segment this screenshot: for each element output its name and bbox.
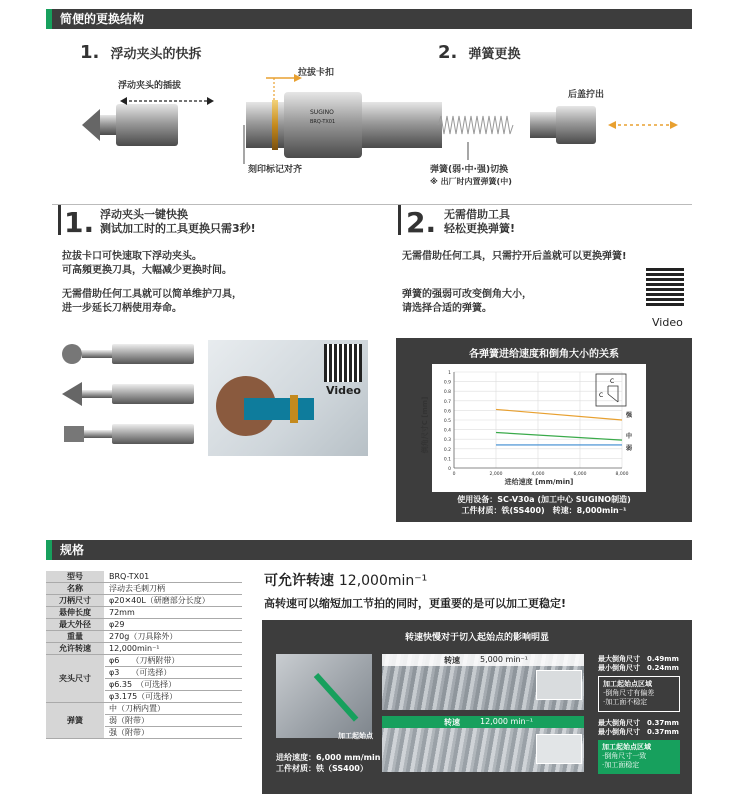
feature1-p1-l2: 可高頻更换刀具，大幅减少更换时间。 [62, 265, 232, 276]
holder-front [246, 102, 284, 148]
y-tick-label: 0.2 [443, 447, 451, 453]
row1-max: 最大倒角尺寸 0.49mm [598, 655, 679, 663]
spec-key: 型号 [46, 571, 105, 583]
row2-max: 最大倒角尺寸 0.37mm [598, 719, 679, 727]
spec-key: 允许转速 [46, 643, 105, 655]
spec-key: 刀柄尺寸 [46, 595, 105, 607]
feature2-p1: 无需借助任何工具，只需拧开后盖就可以更换弹簧! [402, 251, 627, 262]
feature2-marker [398, 205, 401, 235]
row1-box [598, 676, 680, 712]
row2-label: 转速 [444, 718, 460, 727]
cond-l1: 进给速度：6,000 mm/min [276, 753, 381, 762]
spec-row [46, 619, 242, 631]
holder-shank [362, 102, 442, 148]
spec-row [46, 703, 242, 715]
holder-shape [244, 398, 314, 420]
step1-title: 1. 浮动夹头的快拆 [80, 42, 202, 63]
spec-value: φ3 （可选择） [105, 667, 243, 679]
cond-l2: 工件材质：铁（SS400） [276, 764, 368, 773]
spec-value: φ20✕40L（研磨部分长度） [105, 595, 243, 607]
spec-table [46, 571, 242, 739]
label-pull-clip: 拉拔卡扣 [298, 68, 335, 78]
spec-key: 弹簧 [46, 703, 105, 739]
chart-y-ticks [444, 370, 451, 472]
feature1-p1-l1: 拉拔卡口可快速取下浮动夹头。 [62, 251, 202, 262]
row2-box [598, 740, 680, 774]
feature1-p2-l2: 进一步延长刀柄使用寿命。 [62, 303, 182, 314]
label-spring-change: 弹簧(弱·中·强)切换 [430, 165, 509, 175]
video-label-2: Video [652, 316, 683, 329]
chart-ylabel-wrap [418, 364, 432, 492]
cutter-cone [82, 109, 100, 141]
row1-box-b1: ·倒角尺寸有偏差 [603, 689, 655, 697]
y-tick-label: 0.4 [443, 428, 451, 434]
gold-ring [272, 100, 278, 150]
section-accent [46, 9, 52, 29]
inset-label-c1: C [610, 378, 615, 385]
video-qr-code[interactable] [324, 344, 362, 382]
chart-title: 各弹簧进给速度和倒角大小的关系 [469, 349, 619, 360]
spec-value: 中（刀柄内置） [105, 703, 243, 715]
chart-footer-l1: 使用设备：SC-V30a (加工中心 SUGINO制造) [457, 495, 631, 504]
spec-value: φ3.175（可选择） [105, 691, 243, 703]
spring [438, 116, 513, 134]
spec-row [46, 607, 242, 619]
feature2-p2-l2: 请选择合适的弹簧。 [402, 303, 492, 314]
chart-footer-l2: 工件材质：铁(SS400) 转速：8,000min⁻¹ [461, 506, 627, 515]
row2-box-b2: ·加工面稳定 [602, 761, 640, 769]
series-label-2: 弱 [626, 444, 633, 452]
feature1-line2: 测试加工时的工具更换只需3秒! [100, 222, 256, 235]
spec-value: 浮动去毛刺刀柄 [105, 583, 243, 595]
spec-value: 270g（刀具除外） [105, 631, 243, 643]
brush-cutter [64, 426, 84, 442]
spec-key: 重量 [46, 631, 105, 643]
spec-key: 名称 [46, 583, 105, 595]
row1-speed: 5,000 min⁻¹ [480, 655, 528, 664]
comparison-title: 转速快慢对于切入起始点的影响明显 [404, 633, 549, 643]
feature1-p2-l1: 无需借助任何工具就可以简单维护刀具， [62, 289, 242, 300]
video-label: Video [326, 384, 361, 397]
ball-cutter [62, 344, 82, 364]
feature2-line1: 无需借助工具 [444, 208, 510, 221]
y-tick-label: 0.6 [443, 409, 451, 415]
y-tick-label: 0.3 [443, 438, 451, 444]
chart-ylabel: 倒角尺寸C [mm] [421, 396, 429, 454]
series-label-1: 中 [626, 433, 633, 441]
row2-speed: 12,000 min⁻¹ [480, 717, 534, 726]
row2-box-title: 加工起始点区域 [602, 743, 651, 751]
label-align-mark: 刻印标记对齐 [248, 165, 303, 175]
speed-title-value: 12,000min⁻¹ [338, 573, 428, 589]
section-bar-changeover [46, 9, 692, 29]
section-accent [46, 540, 52, 560]
collet [116, 104, 178, 146]
row2-box-b1: ·倒角尺寸一致 [602, 752, 647, 760]
spec-value: BRQ-TX01 [105, 571, 243, 583]
x-tick-label: 4,000 [531, 472, 545, 477]
label-insert-remove: 浮动夹头的插拔 [118, 81, 182, 91]
label-rear-cover: 后盖拧出 [568, 90, 605, 100]
chart-grid [454, 372, 622, 468]
y-tick-label: 1 [448, 371, 451, 376]
row1-min: 最小倒角尺寸 0.24mm [598, 664, 679, 672]
chart-xlabel: 进给速度 [mm/min] [504, 478, 574, 486]
spec-value: φ6.35 （可选择） [105, 679, 243, 691]
spec-row [46, 583, 242, 595]
row1-box-title: 加工起始点区域 [603, 680, 652, 688]
spec-value: φ29 [105, 619, 243, 631]
green-edge [314, 673, 359, 722]
model-mark: BRQ-TX01 [310, 119, 336, 125]
inset-label-c2: C [599, 392, 604, 399]
holder-body [284, 92, 362, 158]
x-tick-label: 0 [452, 472, 456, 477]
spec-row [46, 631, 242, 643]
y-tick-label: 0.9 [443, 380, 451, 386]
rear-cover [556, 106, 596, 144]
row2-zoom [536, 734, 582, 764]
spec-key: 夹头尺寸 [46, 655, 105, 703]
feature1-num: 1. [64, 206, 95, 239]
cone-cutter [62, 382, 82, 406]
feature2-line2: 轻松更换弹簧! [444, 222, 516, 235]
speed-title [264, 570, 427, 590]
rear-cover-stem [530, 112, 556, 138]
y-tick-label: 0.1 [443, 457, 451, 463]
row2-min: 最小倒角尺寸 0.37mm [598, 728, 679, 736]
speed-subtitle: 高转速可以缩短加工节拍的同时，更重要的是可以加工更稳定! [264, 597, 567, 610]
step2-title: 2. 弹簧更换 [438, 42, 521, 63]
section-bar-spec [46, 540, 692, 560]
row1-zoom [536, 670, 582, 700]
workpiece-photo [276, 654, 372, 738]
series-line-0 [496, 409, 622, 420]
x-tick-label: 2,000 [489, 472, 503, 477]
section-title: 简便的更换结构 [60, 12, 145, 26]
row1-label: 转速 [444, 656, 460, 665]
series-label-0: 强 [626, 412, 633, 419]
x-tick-label: 8,000 [615, 472, 629, 477]
x-tick-label: 6,000 [573, 472, 587, 477]
brand-mark: SUGINO [310, 109, 334, 116]
y-tick-label: 0 [448, 467, 451, 472]
feature2-p2-l1: 弹簧的强弱可改变倒角大小， [402, 289, 532, 300]
spec-value: 弱（附带） [105, 715, 243, 727]
row1-box-b2: ·加工面不稳定 [603, 698, 648, 706]
y-tick-label: 0.8 [443, 390, 451, 396]
photo-label: 加工起始点 [338, 732, 373, 740]
spec-row [46, 595, 242, 607]
spec-value: φ6 （刀柄附带） [105, 655, 243, 667]
y-tick-label: 0.7 [443, 399, 451, 405]
divider [52, 204, 692, 205]
feature2-num: 2. [406, 206, 437, 239]
spec-row [46, 571, 242, 583]
tools-image [58, 338, 198, 460]
spec-key: 悬伸长度 [46, 607, 105, 619]
section-title: 规格 [60, 543, 85, 557]
speed-title-text: 可允许转速 [264, 573, 339, 589]
cutter-shank [100, 115, 116, 135]
spec-row [46, 655, 242, 667]
spec-value: 72mm [105, 607, 243, 619]
feature1-marker [58, 205, 61, 235]
chart-svg [432, 364, 646, 492]
spec-key: 最大外径 [46, 619, 105, 631]
feature1-line1: 浮动夹头一键快换 [100, 208, 188, 221]
chamfer-inset [596, 374, 626, 406]
spec-row [46, 643, 242, 655]
chart-series-group [496, 409, 633, 452]
video-qr-code-2[interactable] [646, 268, 684, 306]
gold-ring-shape [290, 395, 298, 423]
y-tick-label: 0.5 [443, 419, 451, 424]
label-spring-note: ※ 出厂时内置弹簧(中) [430, 177, 512, 186]
spec-value: 12,000min⁻¹ [105, 643, 243, 655]
spec-value: 强（附带） [105, 727, 243, 739]
